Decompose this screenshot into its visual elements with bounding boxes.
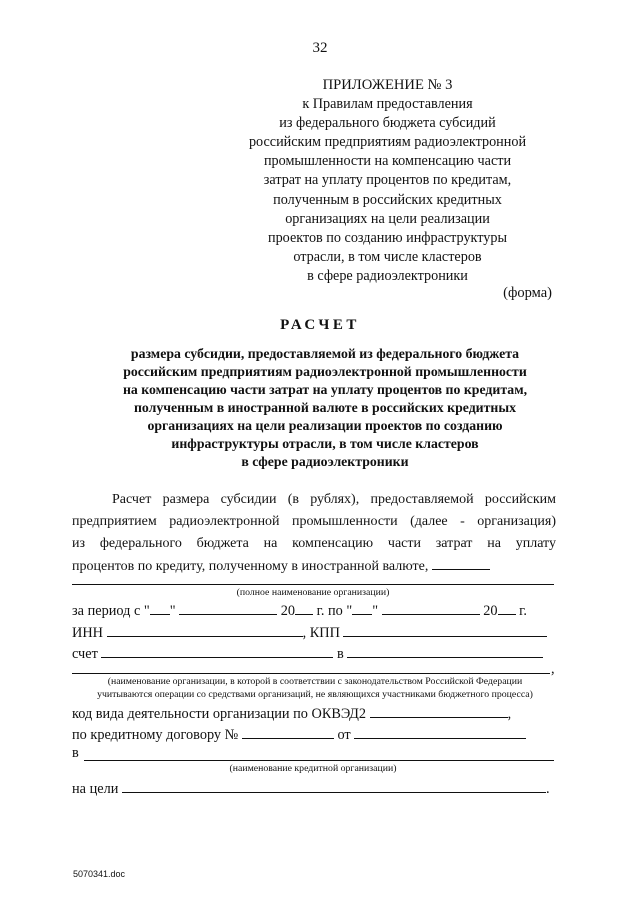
period-prefix: за период с " — [72, 603, 150, 619]
year-prefix: 20 — [280, 603, 296, 619]
kpp-field[interactable] — [343, 622, 547, 637]
form-label: (форма) — [503, 285, 552, 301]
period-start-day-field[interactable] — [150, 600, 170, 615]
credit-org-caption: (наименование кредитной организации) — [229, 763, 397, 774]
document-code: 5070341.doc — [73, 869, 126, 879]
period-row — [72, 600, 556, 620]
period-start-year-field[interactable] — [295, 600, 313, 615]
okved-row — [72, 703, 556, 723]
from-label: от — [337, 727, 351, 743]
subtitle-line: полученным в иностранной валюте в российских кредитных — [133, 400, 517, 415]
period-end-month-field[interactable] — [382, 600, 480, 615]
g-po-label: г. по " — [316, 603, 353, 619]
appendix-line: из федерального бюджета субсидий — [279, 115, 496, 132]
inn-field[interactable] — [107, 622, 303, 637]
account-org-caption-line: учитываются операции со средствами организаций, не являющихся участниками бюджетного процесса) — [97, 688, 533, 700]
subtitle-line: инфраструктуры отрасли, в том числе кластеров — [171, 436, 479, 451]
document-title: РАСЧЕТ — [280, 317, 360, 333]
account-org-caption-line: (наименование организации, в которой в соответствии с законодательством Российской Федерации — [107, 676, 523, 687]
quote-close: " — [372, 603, 379, 619]
okved-field[interactable] — [370, 703, 508, 718]
credit-org-field[interactable] — [84, 760, 554, 761]
account-row — [72, 643, 556, 663]
paragraph-line-text: процентов по кредиту, полученному в иностранной валюте, — [72, 559, 429, 574]
purpose-label: на цели — [72, 781, 119, 797]
appendix-line: российским предприятиям радиоэлектронной — [248, 134, 527, 151]
appendix-line: промышленности на компенсацию части — [263, 153, 512, 170]
appendix-line: отрасли, в том числе кластеров — [293, 248, 482, 265]
credit-org-in-label: в — [72, 745, 79, 761]
appendix-title: ПРИЛОЖЕНИЕ № 3 — [322, 77, 453, 93]
appendix-line: в сфере радиоэлектроники — [307, 267, 468, 284]
quote-close: " — [169, 603, 176, 619]
credit-contract-row — [72, 724, 556, 744]
appendix-line: затрат на уплату процентов по кредитам, — [263, 172, 512, 189]
page-number: 32 — [312, 40, 328, 56]
credit-contract-label: по кредитному договору № — [72, 727, 239, 743]
org-full-name-line[interactable] — [72, 584, 554, 585]
subtitle-line: размера субсидии, предоставляемой из федерального бюджета — [130, 346, 520, 361]
subtitle-line: организациях на цели реализации проектов по созданию — [147, 418, 503, 433]
paragraph-line: предприятием радиоэлектронной промышленности (далее - организация) — [72, 514, 556, 529]
year-prefix: 20 — [483, 603, 498, 619]
amount-blank[interactable] — [432, 555, 490, 570]
period-end-day-field[interactable] — [352, 600, 372, 615]
account-bank-field[interactable] — [347, 643, 543, 658]
appendix-line: к Правилам предоставления — [302, 96, 473, 113]
comma: , — [551, 661, 555, 677]
subtitle-line: в сфере радиоэлектроники — [241, 454, 409, 469]
org-full-name-caption: (полное наименование организации) — [236, 587, 390, 598]
document-subtitle — [75, 345, 575, 471]
inn-label: ИНН — [72, 625, 103, 641]
account-org-caption — [60, 676, 570, 701]
appendix-line: полученным в российских кредитных — [273, 191, 502, 208]
account-field[interactable] — [101, 643, 333, 658]
paragraph-line-last — [72, 555, 556, 578]
paragraph-line: Расчет размера субсидии (в рублях), предоставляемой российским — [112, 492, 556, 507]
paragraph-line: из федерального бюджета на компенсацию части затрат на уплату — [72, 536, 556, 551]
g-end-label: г. — [519, 603, 527, 619]
subtitle-line: на компенсацию части затрат на уплату процентов по кредитам, — [122, 382, 528, 397]
okved-label: код вида деятельности организации по ОКВЭД2 — [72, 706, 367, 722]
appendix-line: проектов по созданию инфраструктуры — [267, 229, 507, 246]
intro-paragraph — [72, 489, 556, 578]
purpose-field[interactable] — [122, 778, 546, 793]
credit-contract-number-field[interactable] — [242, 724, 334, 739]
kpp-label: , КПП — [302, 625, 340, 641]
period-start-month-field[interactable] — [179, 600, 277, 615]
in-label: в — [337, 646, 344, 662]
appendix-header — [235, 76, 540, 286]
subtitle-line: российским предприятиям радиоэлектронной промышленности — [123, 364, 527, 379]
inn-kpp-row — [72, 622, 556, 642]
appendix-line: организациях на цели реализации — [285, 210, 490, 227]
account-label: счет — [72, 646, 98, 662]
purpose-row — [72, 778, 556, 798]
credit-contract-date-field[interactable] — [354, 724, 526, 739]
period-end: . — [545, 781, 550, 797]
comma: , — [507, 706, 512, 722]
period-end-year-field[interactable] — [498, 600, 516, 615]
account-org-line[interactable] — [72, 673, 550, 674]
